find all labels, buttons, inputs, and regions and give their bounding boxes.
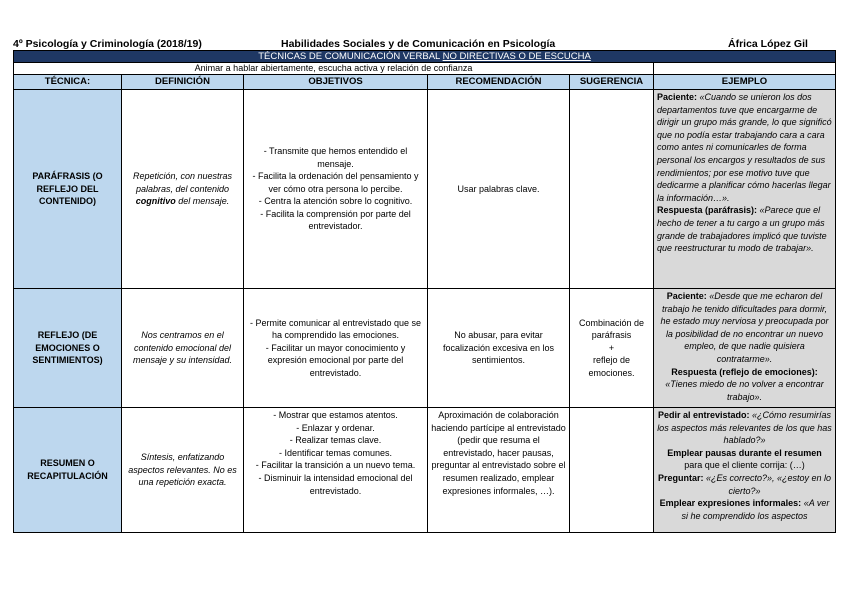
technique-example: Pedir al entrevistado: «¿Cómo resumirías los aspectos más relevantes de los que has hablado?» Emplear pausas durante el resumen para que el cliente corrija: (…) Preguntar: «¿Es correcto?», «¿estoy en lo cierto?» Emplear expresiones informales: «A ver si he comprendido los aspectos	[654, 408, 836, 533]
table-row	[14, 289, 836, 408]
col-header-objetivos: OBJETIVOS	[244, 75, 428, 90]
technique-name: RESUMEN O RECAPITULACIÓN	[14, 408, 122, 533]
technique-name: REFLEJO (DE EMOCIONES O SENTIMIENTOS)	[14, 289, 122, 408]
col-header-tecnica: TÉCNICA:	[14, 75, 122, 90]
technique-example: Paciente: «Desde que me echaron del trabajo he tenido dificultades para dormir, he estado muy nerviosa y preocupada por la posibilidad de no encontrar un nuevo empleo, de que nadie quisiera contratarme». Respuesta (reflejo de emociones): «Tienes miedo de no volver a encontrar trabajo».	[654, 289, 836, 408]
technique-definition: Repetición, con nuestras palabras, del contenido cognitivo del mensaje.	[122, 90, 244, 289]
table-row	[14, 408, 836, 533]
technique-objectives: - Mostrar que estamos atentos. - Enlazar y ordenar. - Realizar temas clave. - Identificar temas comunes. - Facilitar la transición a un nuevo tema. - Disminuir la intensidad emocional del entrevistado.	[244, 408, 428, 533]
table-row	[14, 90, 836, 289]
col-header-ejemplo: EJEMPLO	[654, 75, 836, 90]
table-title: TÉCNICAS DE COMUNICACIÓN VERBAL NO DIRECTIVAS O DE ESCUCHA	[14, 51, 836, 63]
col-header-definicion: DEFINICIÓN	[122, 75, 244, 90]
technique-recommendation: Aproximación de colaboración haciendo partícipe al entrevistado (pedir que resuma el entrevistado, hacer pausas, preguntar al entrevistado sobre el resumen realizado, emplear expresiones informales, …).	[428, 408, 570, 533]
technique-recommendation: No abusar, para evitar focalización excesiva en los sentimientos.	[428, 289, 570, 408]
col-header-recomendacion: RECOMENDACIÓN	[428, 75, 570, 90]
table-subtitle: Animar a hablar abiertamente, escucha activa y relación de confianza	[14, 63, 654, 75]
author-label: África López Gil	[728, 38, 808, 50]
empty-cell	[654, 63, 836, 75]
column-header-row	[14, 75, 836, 90]
technique-name: PARÁFRASIS (O REFLEJO DEL CONTENIDO)	[14, 90, 122, 289]
technique-suggestion	[570, 90, 654, 289]
col-header-sugerencia: SUGERENCIA	[570, 75, 654, 90]
technique-objectives: - Permite comunicar al entrevistado que se ha comprendido las emociones. - Facilitar un mayor conocimiento y expresión emocional por parte del entrevistado.	[244, 289, 428, 408]
course-label: 4º Psicología y Criminología (2018/19)	[13, 38, 202, 50]
technique-definition: Síntesis, enfatizando aspectos relevantes. No es una repetición exacta.	[122, 408, 244, 533]
technique-suggestion: Combinación de paráfrasis + reflejo de emociones.	[570, 289, 654, 408]
techniques-table	[13, 50, 836, 533]
table-title-row	[14, 51, 836, 63]
technique-example: Paciente: «Cuando se unieron los dos departamentos tuve que encargarme de dirigir un grupo más grande, lo que significó que no podía estar trabajando cara a cara como antes ni comunicarles de forma personal los encargos y resultados de sus rendimientos; por ese motivo tuve que dedicarme a planificar cómo hacerlas llegar la información…». Respuesta (paráfrasis): «Parece que el hecho de tener a tu cargo a un grupo más grande de trabajadores implicó que tuviste que reestructurar tu modo de trabajar».	[654, 90, 836, 289]
technique-suggestion	[570, 408, 654, 533]
technique-definition: Nos centramos en el contenido emocional del mensaje y su intensidad.	[122, 289, 244, 408]
table-subtitle-row	[14, 63, 836, 75]
subject-label: Habilidades Sociales y de Comunicación en Psicología	[281, 38, 556, 50]
technique-recommendation: Usar palabras clave.	[428, 90, 570, 289]
technique-objectives: - Transmite que hemos entendido el mensaje. - Facilita la ordenación del pensamiento y ver cómo otra persona lo percibe. - Centra la atención sobre lo cognitivo. - Facilita la comprensión por parte del entrevistador.	[244, 90, 428, 289]
